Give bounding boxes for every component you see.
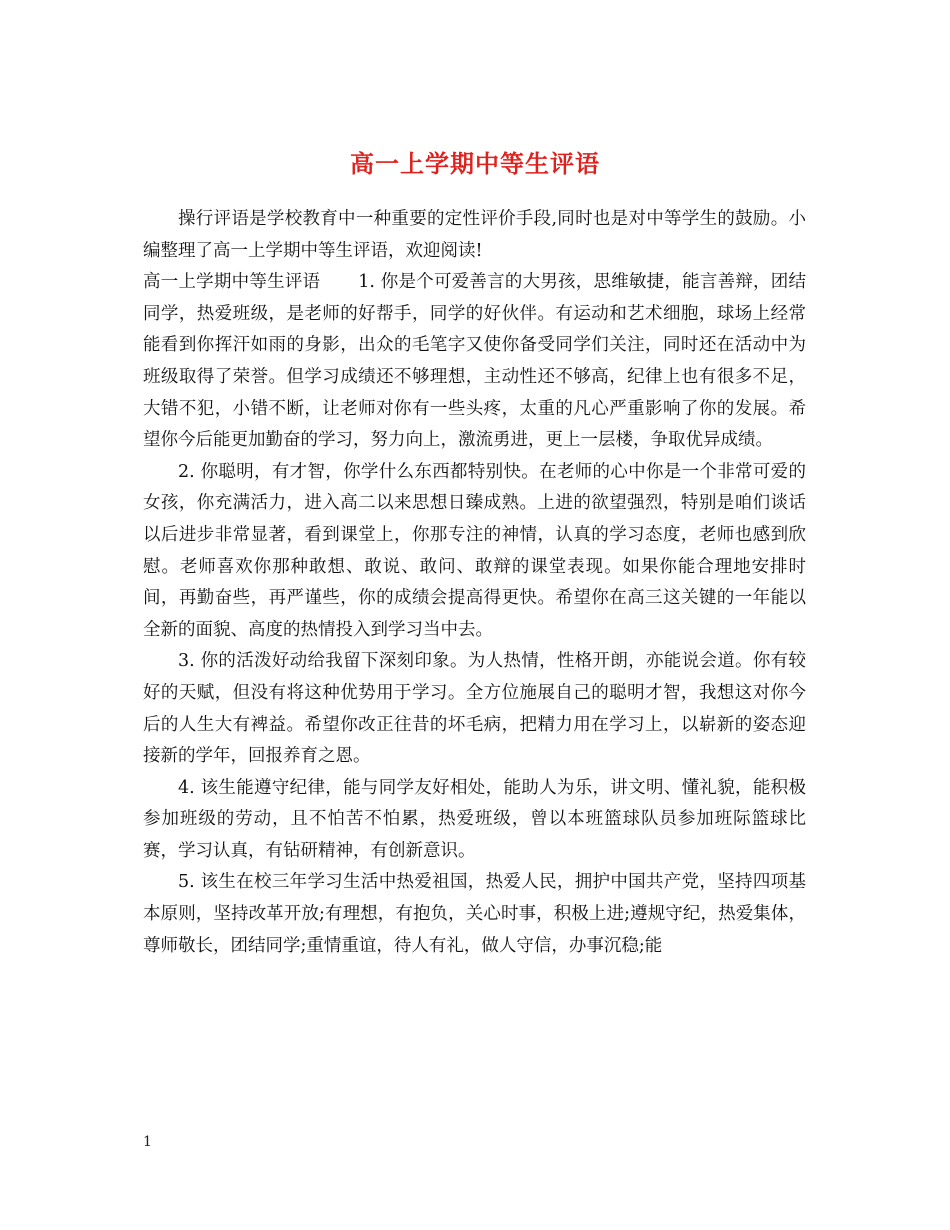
item-paragraph-1 (143, 267, 806, 457)
item-text-1: 1. 你是个可爱善言的大男孩，思维敏捷，能言善辩，团结同学，热爱班级，是老师的好帮手，同学的好伙伴。有运动和艺术细胞，球场上经常能看到你挥汗如雨的身影，出众的毛笔字又使你备受同学们关注，同时还在活动中为班级取得了荣誉。但学习成绩还不够理想，主动性还不够高，纪律上也有很多不足，大错不犯，小错不断，让老师对你有一些头疼，太重的凡心严重影响了你的发展。希望你今后能更加勤奋的学习，努力向上，激流勇进，更上一层楼，争取优异成绩。 (143, 272, 806, 451)
document-title: 高一上学期中等生评语 (350, 149, 600, 179)
section-heading: 高一上学期中等生评语 (143, 272, 321, 293)
document-body (143, 204, 806, 962)
page-number: 1 (143, 1134, 152, 1150)
item-paragraph-3: 3. 你的活泼好动给我留下深刻印象。为人热情，性格开朗，亦能说会道。你有较好的天赋，但没有将这种优势用于学习。全方位施展自己的聪明才智，我想这对你今后的人生大有裨益。希望你改正往昔的坏毛病，把精力用在学习上，以崭新的姿态迎接新的学年，回报养育之恩。 (143, 651, 806, 767)
item-paragraph-2: 2. 你聪明，有才智，你学什么东西都特别快。在老师的心中你是一个非常可爱的女孩，你充满活力，进入高二以来思想日臻成熟。上进的欲望强烈，特别是咱们谈话以后进步非常显著，看到课堂上，你那专注的神情，认真的学习态度，老师也感到欣慰。老师喜欢你那种敢想、敢说、敢问、敢辩的课堂表现。如果你能合理地安排时间，再勤奋些，再严谨些，你的成绩会提高得更快。希望你在高三这关键的一年能以全新的面貌、高度的热情投入到学习当中去。 (143, 461, 806, 640)
item-paragraph-4: 4. 该生能遵守纪律，能与同学友好相处，能助人为乐，讲文明、懂礼貌，能积极参加班级的劳动，且不怕苦不怕累，热爱班级，曾以本班篮球队员参加班际篮球比赛，学习认真，有钻研精神，有创新意识。 (143, 777, 806, 861)
item-paragraph-5: 5. 该生在校三年学习生活中热爱祖国，热爱人民，拥护中国共产党，坚持四项基本原则，坚持改革开放;有理想，有抱负，关心时事，积极上进;遵规守纪，热爱集体，尊师敬长，团结同学;重情重谊，待人有礼，做人守信，办事沉稳;能 (143, 872, 806, 956)
intro-paragraph: 操行评语是学校教育中一种重要的定性评价手段,同时也是对中等学生的鼓励。小编整理了高一上学期中等生评语，欢迎阅读! (143, 209, 806, 261)
